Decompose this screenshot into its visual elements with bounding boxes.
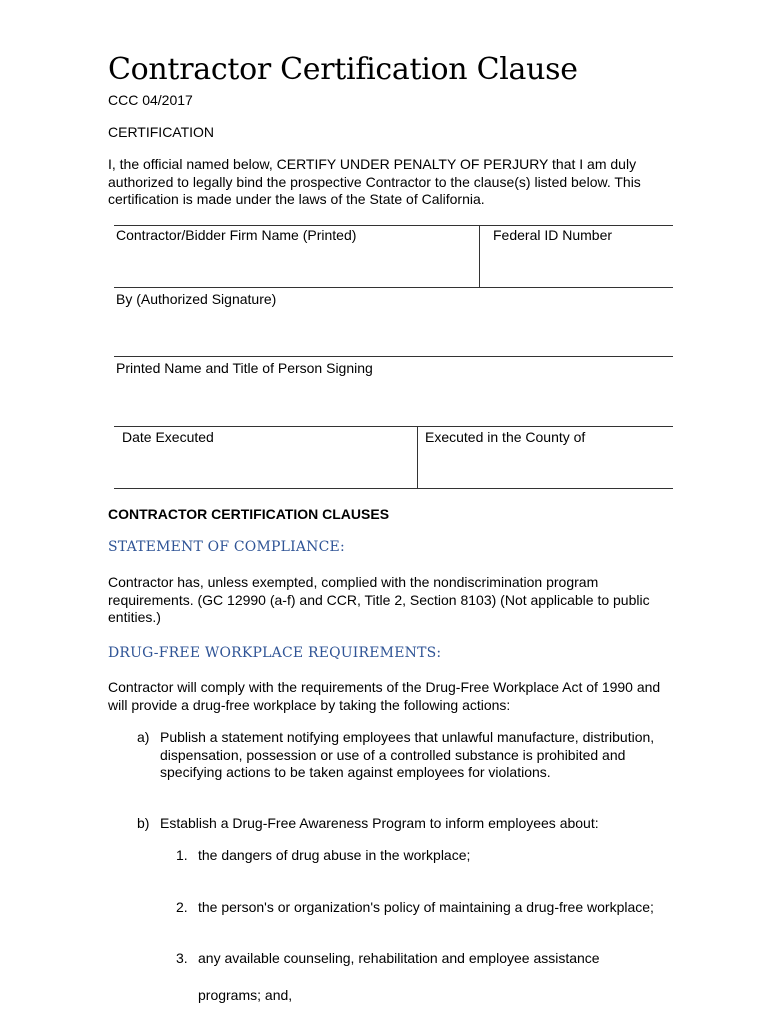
sub-item-marker-1: 1. <box>176 847 188 863</box>
certification-heading: CERTIFICATION <box>108 124 215 140</box>
form-rule-bottom <box>114 488 673 489</box>
printed-name-label: Printed Name and Title of Person Signing <box>116 360 373 376</box>
sub-item-marker-2: 2. <box>176 899 188 915</box>
certification-text: I, the official named below, CERTIFY UNDER PENALTY OF PERJURY that I am duly authorized to legally bind the prospective Contractor to the clause(s) listed below. This certification is made under the laws of the State of California. <box>108 156 641 207</box>
county-label: Executed in the County of <box>425 429 586 445</box>
federal-id-label: Federal ID Number <box>493 227 613 243</box>
sub-item-marker-3: 3. <box>176 950 188 966</box>
drug-free-intro: Contractor will comply with the requirements of the Drug-Free Workplace Act of 1990 and will provide a drug-free workplace by taking the following actions: <box>108 679 661 713</box>
list-item-b: Establish a Drug-Free Awareness Program to inform employees about: <box>160 815 599 831</box>
sub-item-3-continuation: programs; and, <box>198 987 293 1003</box>
document-code: CCC 04/2017 <box>108 92 193 108</box>
sub-item-3: any available counseling, rehabilitation and employee assistance <box>198 950 600 966</box>
form-divider-firm-id <box>479 225 480 287</box>
form-rule-top <box>114 225 673 226</box>
form-rule-printed-name <box>114 356 673 357</box>
list-item-marker-b: b) <box>137 815 150 831</box>
clauses-heading: CONTRACTOR CERTIFICATION CLAUSES <box>108 506 390 522</box>
date-executed-label: Date Executed <box>122 429 214 445</box>
form-divider-date-county <box>417 426 418 488</box>
sub-item-1: the dangers of drug abuse in the workplace; <box>198 847 471 863</box>
list-item-marker-a: a) <box>137 729 150 745</box>
drug-free-heading: DRUG-FREE WORKPLACE REQUIREMENTS: <box>108 645 442 661</box>
compliance-heading: STATEMENT OF COMPLIANCE: <box>108 539 345 555</box>
signature-label: By (Authorized Signature) <box>116 291 277 307</box>
form-rule-date <box>114 426 673 427</box>
sub-item-2: the person's or organization's policy of maintaining a drug-free workplace; <box>198 899 654 915</box>
compliance-text: Contractor has, unless exempted, complied with the nondiscrimination program requirements. (GC 12990 (a-f) and CCR, Title 2, Section 8103) (Not applicable to public entities.) <box>108 574 650 625</box>
list-item-a: Publish a statement notifying employees that unlawful manufacture, distribution, dispensation, possession or use of a controlled substance is prohibited and specifying actions to be taken against employees for violations. <box>160 729 655 780</box>
firm-name-label: Contractor/Bidder Firm Name (Printed) <box>116 227 357 243</box>
document-title: Contractor Certification Clause <box>108 52 578 87</box>
form-rule-signature <box>114 287 673 288</box>
